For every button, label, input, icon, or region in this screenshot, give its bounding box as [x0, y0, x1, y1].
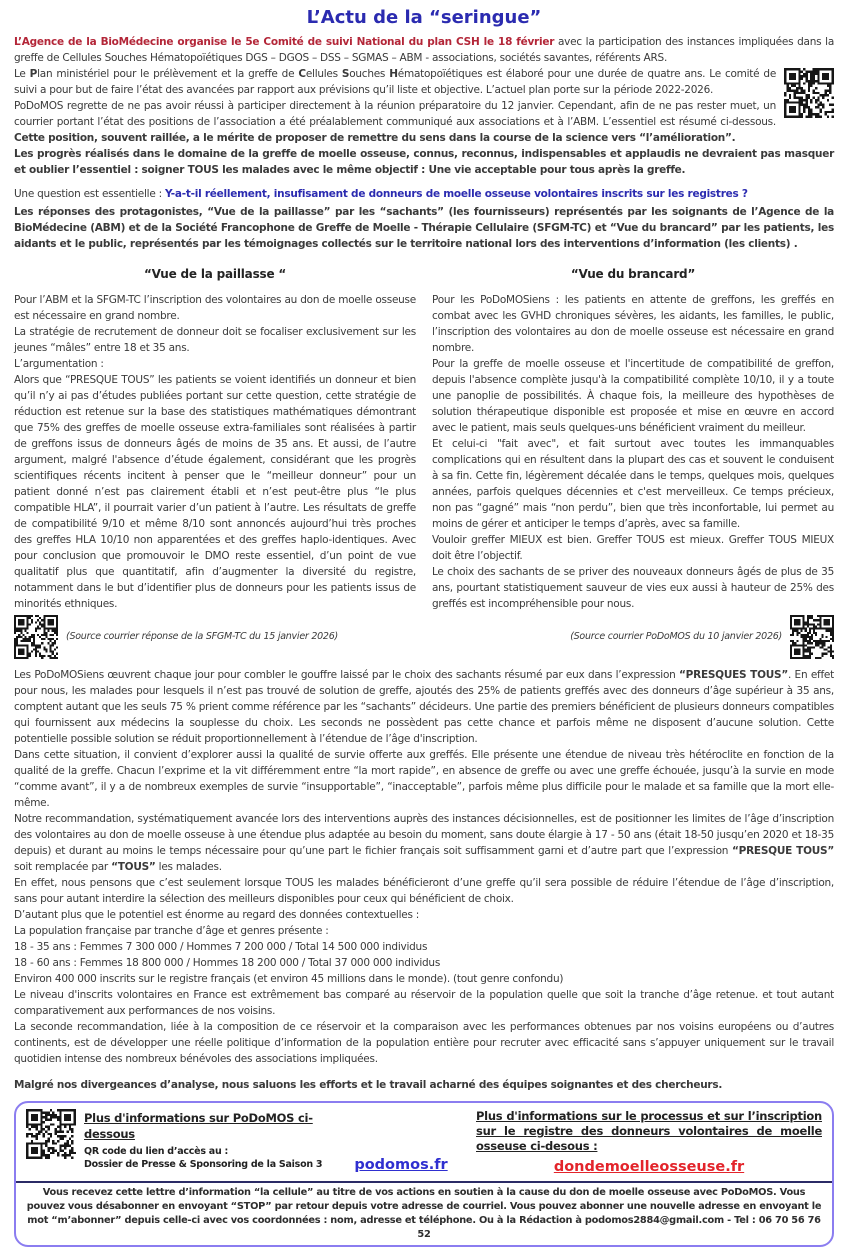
qr-code-icon — [790, 615, 834, 659]
footer-podomos-text — [84, 1109, 326, 1171]
footer-qr-caption: QR code du lien d’accès au : Dossier de Presse & Sponsoring de la Saison 3 — [84, 1146, 323, 1170]
stat-line: Environ 400 000 inscrits sur le registre français (et environ 45 millions dans le monde). (tout genre confondu) — [14, 973, 564, 985]
qr-code-icon — [784, 68, 834, 118]
intro-paragraph: Le Plan ministériel pour le prélèvement et la greffe de Cellules Souches Hématopoïétiques est élaboré pour une durée de quatre ans. Le comité de suivi a pour but de faire l’état des avancées par rapport aux prévisions qu’il liste et objective. L’actuel plan porte sur la période 2022-2026. — [14, 66, 834, 98]
footer-registry-block — [476, 1109, 822, 1176]
column-paragraph: Vouloir greffer MIEUX est bien. Greffer TOUS est mieux. Greffer TOUS MIEUX doit être l’objectif. — [432, 534, 834, 562]
footer-registry-title: Plus d'informations sur le processus et sur l’inscription sur le registre des donneurs volontaires de moelle osseuse ci-desous : — [476, 1109, 822, 1153]
column-paragraph: Pour les PoDoMOSiens : les patients en attente de greffons, les greffés en combat avec les GVHD chroniques sévères, les aidants, les familles, le public, l’inscription des volontaires au don de moelle osseuse est nécessaire en grand nombre. — [432, 294, 834, 354]
column-title-brancard: “Vue du brancard” — [570, 267, 696, 281]
two-column-section — [14, 258, 834, 659]
protagonists-paragraph: Les réponses des protagonistes, “Vue de la paillasse” par les “sachants” (les fournisseurs) représentés par les soignants de l’Agence de la BioMédecine (ABM) et de la Société Francophone de Greffe de Moelle - Thérapie Cellulaire (SFGM-TC) et “Vue du brancard” par les patients, les aidants et le public, représentés par les témoignages collectés sur le territoire national lors des interventions d’information (les clients) . — [14, 206, 834, 250]
source-right — [432, 615, 834, 659]
footer-podomos-block — [26, 1109, 326, 1171]
podomos-link[interactable]: podomos.fr — [354, 1157, 448, 1173]
stat-line: 18 - 35 ans : Femmes 7 300 000 / Hommes 7 200 000 / Total 14 500 000 individus — [14, 941, 428, 953]
analysis-paragraph: Notre recommandation, systématiquement avancée lors des interventions auprès des instances décisionnelles, est de positionner les limites de l’âge d’inscription des volontaires au don de moelle osseuse à une étendue plus adaptée au besoin du moment, sans doute élargie à 17 - 50 ans (était 18-50 jusqu’en 2020 et 18-35 depuis) et durant au moins le temps nécessaire pour qu’une part le fichier français soit suffisamment garni et d’autre part que l’expression “PRESQUE TOUS” soit remplacée par “TOUS” les malades. — [14, 813, 834, 873]
intro-paragraph: L’Agence de la BioMédecine organise le 5e Comité de suivi National du plan CSH le 18 février avec la participation des instances impliquées dans la greffe de Cellules Souches Hématopoïétiques DGS – DGOS – DSS – SGMAS – ABM - associations, sociétés savantes, référents ARS. — [14, 36, 835, 64]
column-paragraph: Alors que “PRESQUE TOUS” les patients se voient identifiés un donneur et bien qu’il n’y ai pas d’études publiées portant sur cette question, cette stratégie de réduction est retenue sur la base des statistiques mathématiques démontrant que 75% des greffes de moelle osseuse extra-familiales sont réalisées à partir de greffons issus de donneurs âgés de moins de 35 ans. Et aussi, de l’autre argument, malgré l'absence d’étude également, considérant que les progrès scientifiques récents incitent à penser que le “meilleur donneur” pour un patient donné n’est pas clairement établi et n’est peut-être plus “le plus compatible HLA”, il pourrait varier d’un patient à l’autre. Les résultats de greffe de compatibilité 9/10 et même 8/10 sont annoncés aujourd’hui très proches des greffes HLA 10/10 non apparentées et des greffes haplo-identiques. Avec pour conclusion que promouvoir le DMO reste essentiel, d’un point de vue qualitatif plus que quantitatif, afin d’augmenter la diversité du registre, notamment dans le but d’identifier plus de donneurs pour les patients issus de minorités ethniques. — [14, 374, 416, 610]
footer-divider — [16, 1181, 832, 1183]
column-paragraph: Le choix des sachants de se priver des nouveaux donneurs âgés de plus de 35 ans, pourtant statistiquement sauveur de vies eux aussi à hauteur de 25% des greffés est incompréhensible pour nous. — [432, 566, 834, 610]
footer-podomos-link-wrap — [336, 1157, 466, 1176]
analysis-paragraph: La seconde recommandation, liée à la composition de ce réservoir et la comparaison avec les performances obtenues par nos voisins européens ou d’autres continents, est de développer une réelle politique d’information de la population entière pour recruter avec efficacité sans s’appuyer uniquement sur le travail quotidien intense des nombreux bénévoles des associations impliquées. — [14, 1021, 834, 1065]
unsubscribe-notice: Vous recevez cette lettre d’information “la cellule” au titre de vos actions en soutien à la cause du don de moelle osseuse avec PoDoMOS. Vous pouvez vous désabonner en envoyant “STOP” par retour depuis votre adresse de courriel. Vous pouvez abonner une nouvelle adresse en envoyant le mot “m’abonner” depuis celle-ci avec vos coordonnées : nom, adresse et téléphone. Ou à la Rédaction à podomos2884@gmail.com - Tel : 06 70 56 76 52 — [26, 1187, 822, 1240]
analysis-paragraph: En effet, nous pensons que c’est seulement lorsque TOUS les malades bénéficieront d’une greffe qu’il sera possible de réduire l’étendue de l’âge d’inscription, sans pour autant interdire la sélection des meilleurs disponibles pour ceux qui bénéficient de choix. — [14, 877, 834, 905]
info-footer-box — [14, 1101, 834, 1247]
qr-code-icon — [26, 1109, 76, 1159]
analysis-paragraph: Le niveau d'inscrits volontaires en France est extrêmement bas comparé au réservoir de la population quelle que soit la tranche d’âge retenue. et tout autant comparativement aux performances de nos voisins. — [14, 989, 834, 1017]
analysis-paragraph: La population française par tranche d’âge et genres présente : — [14, 925, 329, 937]
column-title-paillasse: “Vue de la paillasse “ — [143, 267, 287, 281]
footer-podomos-title: Plus d'informations sur PoDoMOS ci-dessous — [84, 1111, 313, 1141]
column-paragraph: L’argumentation : — [14, 358, 104, 370]
source-left — [14, 615, 416, 659]
page-title: L’Actu de la “seringue” — [306, 7, 542, 28]
intro-paragraph: PoDoMOS regrette de ne pas avoir réussi à participer directement à la réunion préparatoire du 12 janvier. Cependant, afin de ne pas rester muet, un courrier portant l’état des positions de l’association a été préalablement communiqué aux associations et à l’ABM. L’essentiel est résumé ci-dessous. Cette position, souvent raillée, a le mérite de proposer de remettre du sens dans la course de la science vers “l’amélioration”. — [14, 100, 776, 144]
dondemoelleosseuse-link[interactable]: dondemoelleosseuse.fr — [553, 1159, 745, 1175]
column-paragraph: Et celui-ci "fait avec", et fait surtout avec toutes les immanquables complications qui en résultent dans la plupart des cas et souvent le conduisent à sa fin. Cette fin, légèrement décalée dans le temps, quelques mois, quelques années, parfois quelques décennies et c'est merveilleux. Ce temps précieux, non pas “gagné” mais “non perdu”, bien que très inconfortable, lui permet au moins de gérer et anticiper le temps d’après, avec sa famille. — [432, 438, 834, 530]
footer-links-row — [26, 1109, 822, 1176]
source-right-label: (Source courrier PoDoMOS du 10 janvier 2026) — [570, 631, 782, 642]
column-paragraph: Pour l’ABM et la SFGM-TC l’inscription des volontaires au don de moelle osseuse est nécessaire en grand nombre. — [14, 294, 416, 322]
intro-section — [14, 34, 834, 178]
source-left-label: (Source courrier réponse de la SFGM-TC du 15 janvier 2026) — [66, 631, 338, 642]
column-brancard — [432, 258, 834, 659]
key-question: Une question est essentielle : Y-a-t-il réellement, insufisament de donneurs de moelle osseuse volontaires inscrits sur les registres ? — [14, 188, 748, 200]
analysis-paragraph: Dans cette situation, il convient d’explorer aussi la qualité de survie offerte aux greffés. Elle présente une étendue de niveau très hétéroclite en fonction de la qualité de la greffe. Chacun l’exprime et la vit différemment entre “la mort rapide”, en absence de greffe ou avec une greffe échouée, jusqu’à la survie en mode “comme avant”, il y a de nombreux exemples de survie “insupportable”, “inacceptable”, parfois même plus difficile pour le malade et sa famille que la mort elle-même. — [14, 749, 834, 809]
analysis-paragraph: D’autant plus que le potentiel est énorme au regard des données contextuelles : — [14, 909, 420, 921]
column-paillasse — [14, 258, 416, 659]
qr-code-icon — [14, 615, 58, 659]
column-paragraph: La stratégie de recrutement de donneur doit se focaliser exclusivement sur les jeunes “mâles” entre 18 et 35 ans. — [14, 326, 416, 354]
footer-registry-link-wrap — [476, 1159, 822, 1176]
analysis-paragraph: Les PoDoMOSiens œuvrent chaque jour pour combler le gouffre laissé par le choix des sachants résumé par eux dans l’expression “PRESQUES TOUS”. En effet pour nous, les malades pour lesquels il n’est pas trouvé de solution de greffe, ajoutés des 25% de patients greffés avec des donneurs d’âge supérieur à 35 ans, comptent autant que les seuls 75 % prient comme référence par les “sachants” décideurs. Une partie des premiers bénéficient de plusieurs donneurs compatibles qui fournissent aux médecins la souplesse du choix. Les seconds ne possèdent pas cette chance et parfois même ne disposent d’aucune solution. Cette potentielle possible solution se réduit proportionnellement à l’étendue de l’âge d'inscription. — [14, 669, 835, 745]
intro-paragraph: Les progrès réalisés dans le domaine de la greffe de moelle osseuse, connus, reconnus, indispensables et applaudis ne devraient pas masquer et oublier l’essentiel : soigner TOUS les malades avec le même objectif : Une vie acceptable pour tous après la greffe. — [14, 148, 834, 176]
population-stats — [14, 939, 834, 987]
closing-statement: Malgré nos divergeances d’analyse, nous saluons les efforts et le travail acharné des équipes soignantes et des chercheurs. — [14, 1079, 723, 1091]
column-paragraph: Pour la greffe de moelle osseuse et l'incertitude de compatibilité de greffon, depuis l'absence complète jusqu'à la compatibilité complète 10/10, il y a toute une panoplie de possibilités. À chaque fois, la meilleure des hypothèses de solution thérapeutique disponible est proposée et mise en œuvre en accord avec le patient, mais seuls quelques-uns bénéficient vraiment du meilleur. — [432, 358, 834, 434]
stat-line: 18 - 60 ans : Femmes 18 800 000 / Hommes 18 200 000 / Total 37 000 000 individus — [14, 957, 441, 969]
analysis-section — [14, 667, 834, 1093]
